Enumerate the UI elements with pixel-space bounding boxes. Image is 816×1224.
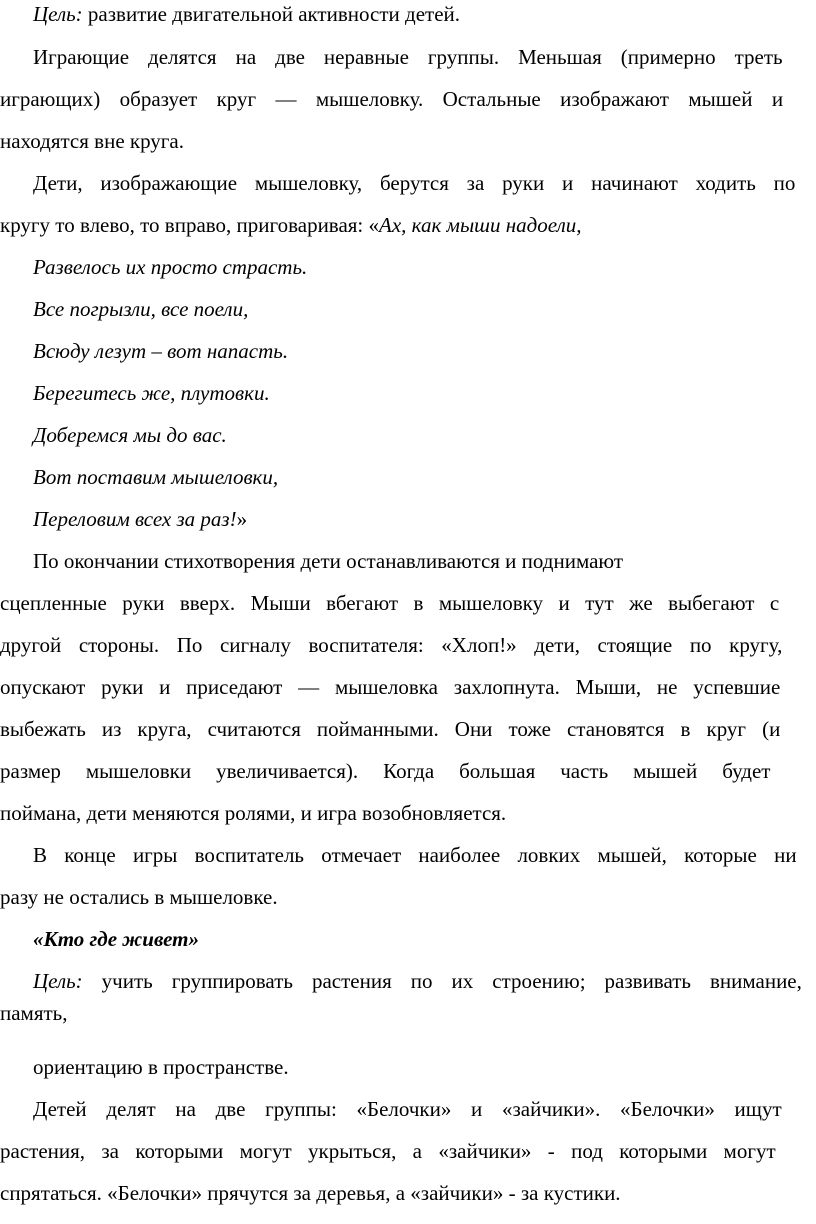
text-line [0, 884, 278, 910]
text-run: играющих) образует круг — мышеловку. Остальные изображают мышей и [0, 87, 784, 111]
text-run: Все погрызли, все поели, [33, 297, 249, 321]
text-line [0, 212, 582, 238]
text-line [0, 632, 782, 658]
text-run: растения, за которыми могут укрыться, а «зайчики» - под которыми могут [0, 1139, 776, 1163]
text-run: Цель: [33, 2, 83, 26]
text-line [33, 1096, 782, 1122]
text-line [33, 170, 795, 196]
text-run: Доберемся мы до вас. [33, 423, 227, 447]
text-run: размер мышеловки увеличивается). Когда большая часть мышей будет [0, 759, 771, 783]
text-run: кругу то влево, то вправо, приговаривая: « [0, 213, 380, 237]
text-run: «Кто где живет» [33, 927, 199, 951]
text-run: Детей делят на две группы: «Белочки» и «зайчики». «Белочки» ищут [33, 1097, 782, 1121]
text-run: Дети, изображающие мышеловку, берутся за руки и начинают ходить по [33, 171, 796, 195]
text-run: находятся вне круга. [0, 129, 184, 153]
text-line [0, 1000, 68, 1026]
text-line [33, 422, 227, 448]
text-line [33, 1054, 289, 1080]
text-line [0, 758, 770, 784]
text-line [0, 800, 506, 826]
text-line [0, 86, 783, 112]
text-run: выбежать из круга, считаются пойманными. Они тоже становятся в круг (и [0, 717, 781, 741]
text-run: другой стороны. По сигналу воспитателя: «Хлоп!» дети, стоящие по кругу, [0, 633, 783, 657]
text-run: По окончании стихотворения дети останавливаются и поднимают [33, 549, 624, 573]
text-run: Ах, как мыши надоели, [379, 213, 582, 237]
text-run: развитие двигательной активности детей. [82, 2, 461, 26]
text-line [0, 1180, 621, 1206]
text-line [33, 254, 307, 280]
text-run: ориентацию в пространстве. [33, 1055, 289, 1079]
text-line [33, 842, 797, 868]
text-run: Развелось их просто страсть. [33, 255, 308, 279]
text-line [33, 1, 460, 27]
text-run: В конце игры воспитатель отмечает наиболее ловких мышей, которые ни [33, 843, 797, 867]
text-line [33, 506, 247, 532]
text-line [33, 968, 802, 994]
text-line [0, 716, 780, 742]
text-run: поймана, дети меняются ролями, и игра возобновляется. [0, 801, 507, 825]
text-line [33, 338, 288, 364]
text-line [33, 380, 270, 406]
text-line [0, 674, 780, 700]
text-line [33, 44, 783, 70]
text-run: учить группировать растения по их строению; развивать внимание, [82, 969, 802, 993]
text-line [0, 128, 184, 154]
text-run: » [236, 507, 248, 531]
text-run: Играющие делятся на две неравные группы. Меньшая (примерно треть [33, 45, 783, 69]
text-run: Переловим всех за раз! [33, 507, 237, 531]
text-run: сцепленные руки вверх. Мыши вбегают в мышеловку и тут же выбегают с [0, 591, 780, 615]
text-line [33, 548, 623, 574]
text-run: разу не остались в мышеловке. [0, 885, 278, 909]
text-line [33, 296, 248, 322]
text-line [33, 464, 278, 490]
text-run: Вот поставим мышеловки, [33, 465, 279, 489]
text-run: Цель: [33, 969, 83, 993]
text-run: память, [0, 1001, 68, 1025]
text-line [0, 590, 779, 616]
text-run: спрятаться. «Белочки» прячутся за деревья, а «зайчики» - за кустики. [0, 1181, 621, 1205]
text-line [0, 1138, 776, 1164]
text-line [33, 926, 199, 952]
text-run: опускают руки и приседают — мышеловка захлопнута. Мыши, не успевшие [0, 675, 781, 699]
text-run: Всюду лезут – вот напасть. [33, 339, 289, 363]
text-run: Берегитесь же, плутовки. [33, 381, 270, 405]
